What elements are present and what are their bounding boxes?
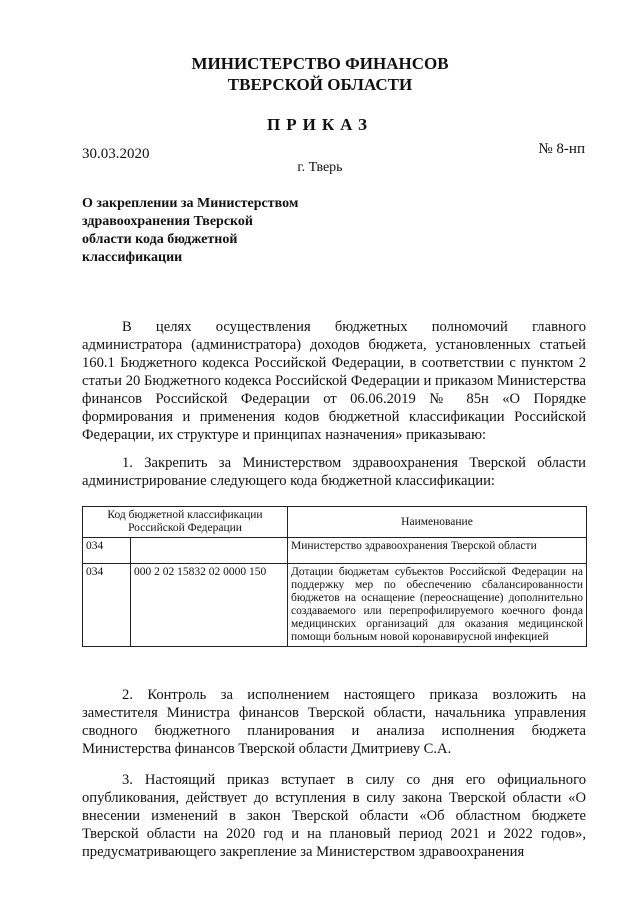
table-cell-name: Дотации бюджетам субъектов Российской Федерации на поддержку мер по обеспечению сбалансированности бюджетов на оснащение (переоснащение) дополнительно создаваемого или перепрофилируемого коечного фонда медицинских организаций для оказания медицинской помощи больным новой коронавирусной инфекцией	[288, 564, 587, 647]
item-2-paragraph: 2. Контроль за исполнением настоящего приказа возложить на заместителя Министра финансов Тверской области, начальника управления сводного бюджетного планирования и анализа исполнения бюджета Министерства финансов Тверской области Дмитриеву С.А.	[82, 687, 586, 757]
table-header-name: Наименование	[288, 507, 587, 538]
ministry-name-line2: ТВЕРСКОЙ ОБЛАСТИ	[227, 75, 413, 94]
document-type-title: ПРИКАЗ	[267, 115, 373, 134]
document-subject: О закреплении за Министерством здравоохранения Тверской области кода бюджетной классификации	[82, 196, 299, 265]
item-1-paragraph: 1. Закрепить за Министерством здравоохранения Тверской области администрирование следующего кода бюджетной классификации:	[82, 455, 586, 489]
preamble-paragraph: В целях осуществления бюджетных полномочий главного администратора (администратора) доходов бюджета, установленных статьей 160.1 Бюджетного кодекса Российской Федерации, в соответствии с пунктом 2 статьи 20 Бюджетного кодекса Российской Федерации и приказом Министерства финансов Российской Федерации от 06.06.2019 № 85н «О Порядке формирования и применения кодов бюджетной классификации Российской Федерации, их структуре и принципах назначения» приказываю:	[82, 319, 586, 443]
table-cell-code	[131, 538, 288, 564]
table-cell-code: 000 2 02 15832 02 0000 150	[131, 564, 288, 647]
table-cell-admin: 034	[83, 564, 131, 647]
item-3-paragraph: 3. Настоящий приказ вступает в силу со дня его официального опубликования, действует до вступления в силу закона Тверской области «О внесении изменений в закон Тверской области «Об областном бюджете Тверской области на 2020 год и на плановый период 2021 и 2022 годов», предусматривающего закрепление за Министерством здравоохранения	[82, 772, 586, 860]
table-row	[83, 564, 587, 647]
table-cell-admin: 034	[83, 538, 131, 564]
table-cell-name: Министерство здравоохранения Тверской области	[288, 538, 587, 564]
table-header-row	[83, 507, 587, 538]
document-number: № 8-нп	[538, 141, 585, 157]
table-row	[83, 538, 587, 564]
document-city: г. Тверь	[297, 160, 343, 175]
ministry-name-line1: МИНИСТЕРСТВО ФИНАНСОВ	[191, 54, 449, 73]
table-header-code: Код бюджетной классификации Российской Федерации	[83, 507, 288, 538]
budget-code-table	[82, 506, 587, 647]
document-date: 30.03.2020	[82, 146, 150, 162]
